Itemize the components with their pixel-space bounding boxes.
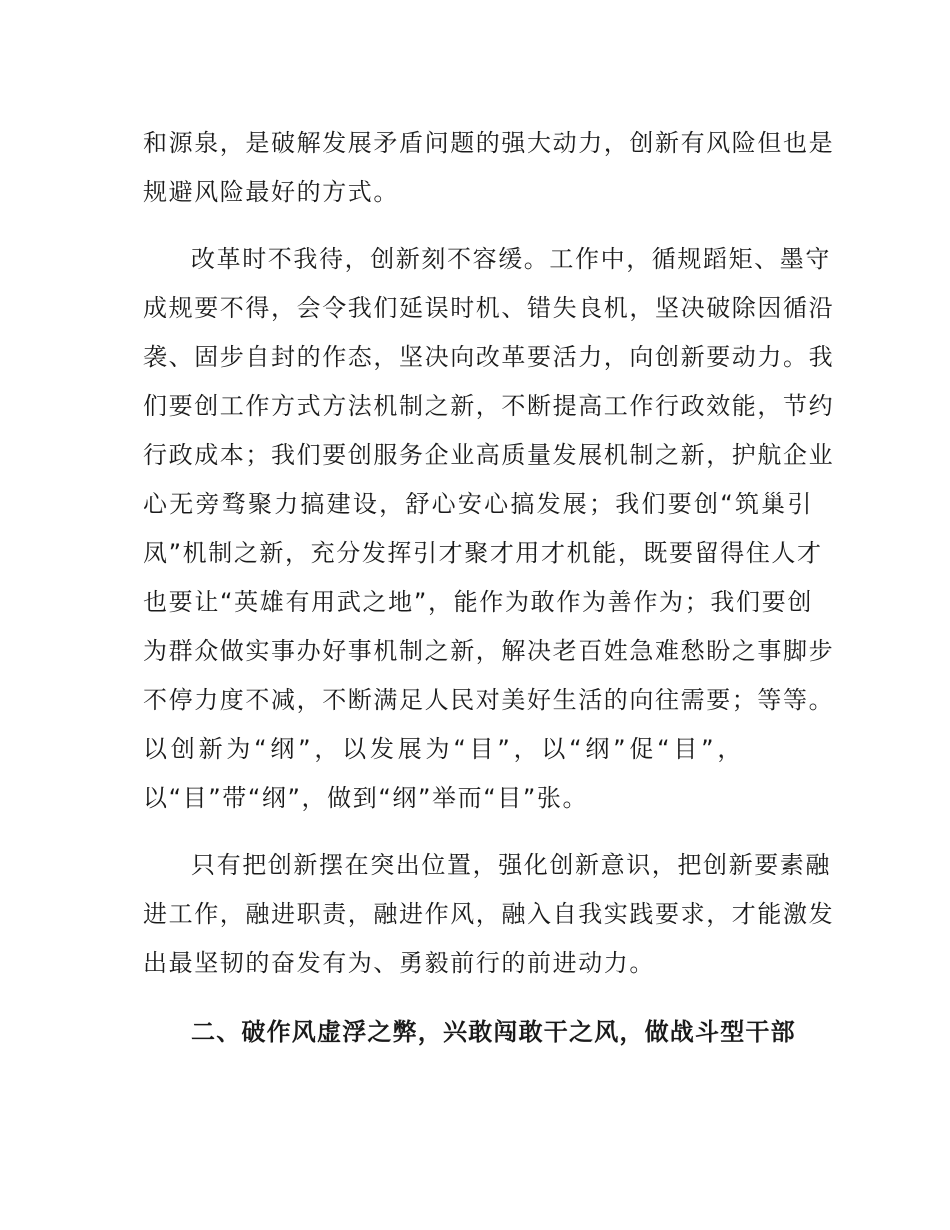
paragraph-2-line-12: 以“目”带“纲”，做到“纲”举而“目”张。 <box>143 784 589 812</box>
paragraph-2-line-1: 改革时不我待，创新刻不容缓。工作中，循规蹈矩、墨守 <box>191 245 831 273</box>
paragraph-2-line-6: 心无旁骛聚力搞建设，舒心安心搞发展；我们要创“筑巢引 <box>143 490 813 518</box>
paragraph-3-line-3: 出最坚韧的奋发有为、勇毅前行的前进动力。 <box>143 949 655 977</box>
paragraph-2-line-5: 行政成本；我们要创服务企业高质量发展机制之新，护航企业 <box>143 441 835 469</box>
paragraph-2-line-7: 凤”机制之新，充分发挥引才聚才用才机能，既要留得住人才 <box>143 539 823 567</box>
paragraph-2-line-11: 以创新为“纲”，以发展为“目”，以“纲”促“目”， <box>143 735 743 763</box>
section-heading: 二、破作风虚浮之弊，兴敢闯敢干之风，做战斗型干部 <box>191 1018 796 1046</box>
paragraph-2-line-10: 不停力度不减，不断满足人民对美好生活的向往需要；等等。 <box>143 686 835 714</box>
paragraph-2-line-9: 为群众做实事办好事机制之新，解决老百姓急难愁盼之事脚步 <box>143 637 835 665</box>
paragraph-1-line-2: 规避风险最好的方式。 <box>143 178 399 206</box>
paragraph-2-line-8: 也要让“英雄有用武之地”，能作为敢作为善作为；我们要创 <box>143 588 813 616</box>
paragraph-3-line-2: 进工作，融进职责，融进作风，融入自我实践要求，才能激发 <box>143 900 835 928</box>
paragraph-3-line-1: 只有把创新摆在突出位置，强化创新意识，把创新要素融 <box>191 851 831 879</box>
paragraph-2-line-4: 们要创工作方式方法机制之新，不断提高工作行政效能，节约 <box>143 392 835 420</box>
paragraph-2-line-2: 成规要不得，会令我们延误时机、错失良机，坚决破除因循沿 <box>143 294 835 322</box>
paragraph-1-line-1: 和源泉，是破解发展矛盾问题的强大动力，创新有风险但也是 <box>143 129 835 157</box>
paragraph-2-line-3: 袭、固步自封的作态，坚决向改革要活力，向创新要动力。我 <box>143 343 835 371</box>
